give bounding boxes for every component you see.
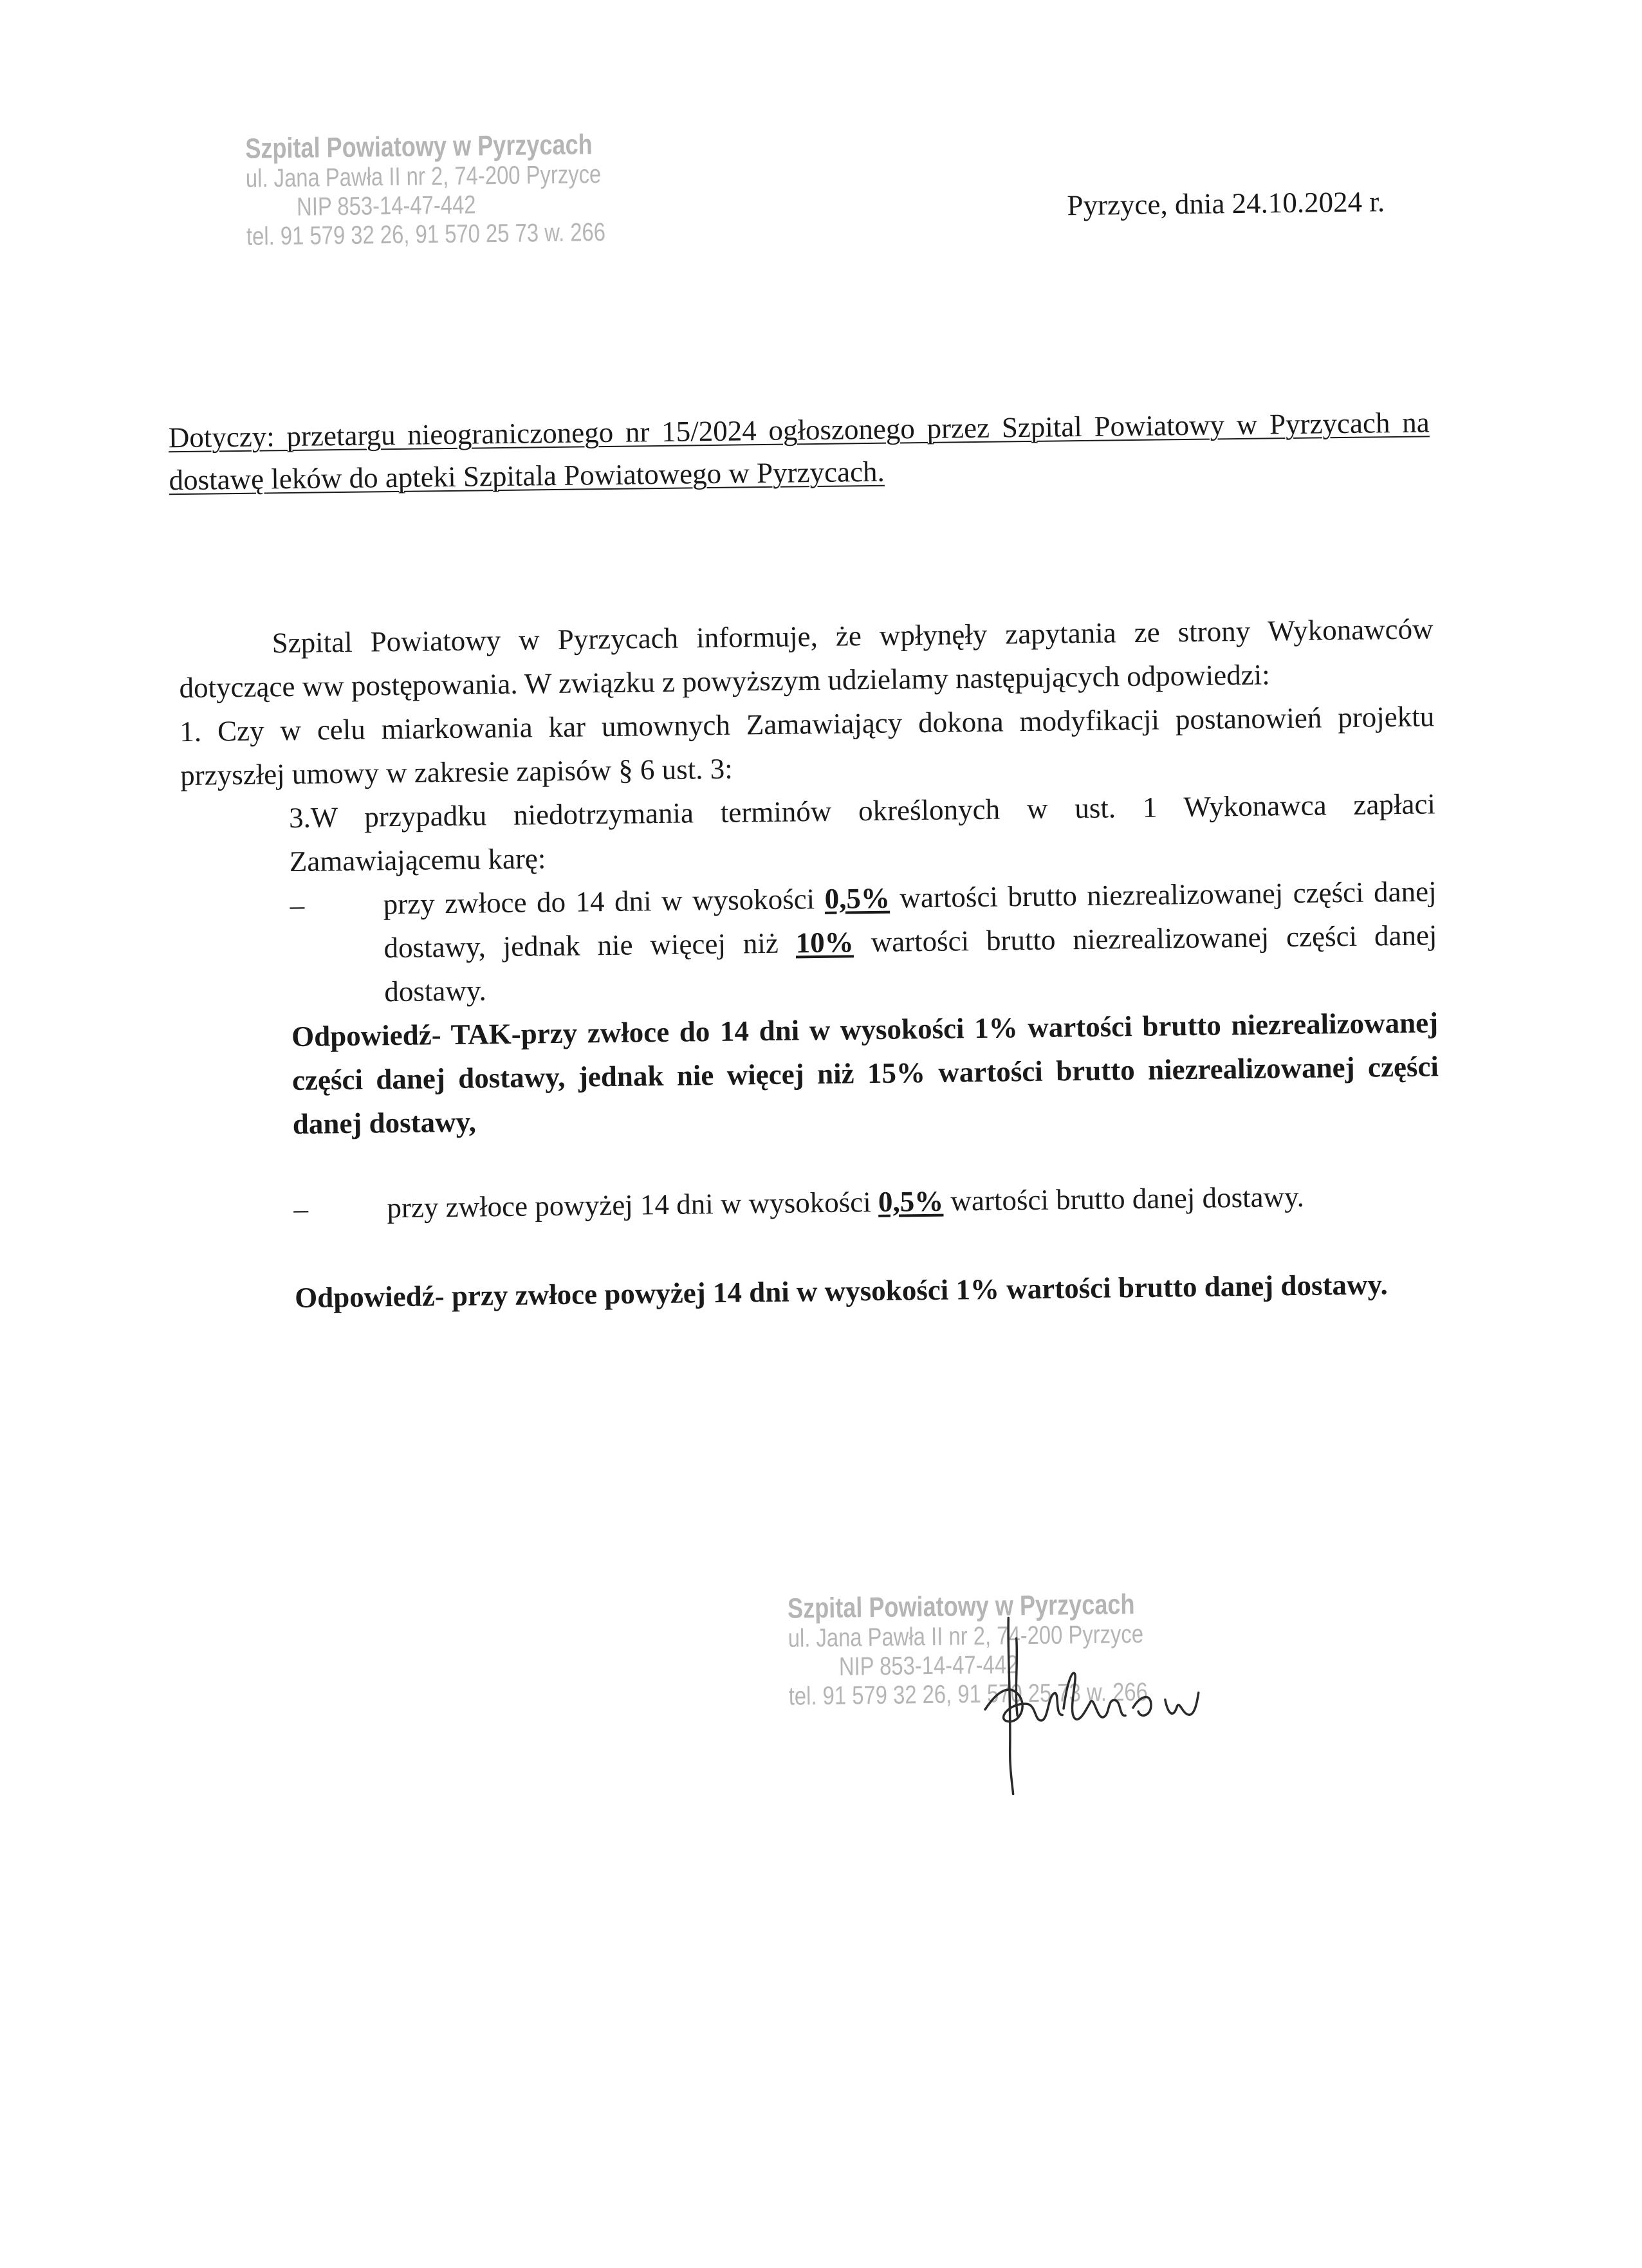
- stamp-phone: tel. 91 579 32 26, 91 570 25 73 w. 266: [246, 217, 606, 251]
- document-subject: Dotyczy: przetargu nieograniczonego nr 15/2024 ogłoszonego przez Szpital Powiatowy w Pyrzycach na dostawę leków do apteki Szpitala Powiatowego w Pyrzycach.: [168, 406, 1430, 497]
- item-1-part2: wartości brutto niezrealizowanej części danej dostawy, jednak nie więcej niż: [383, 875, 1437, 964]
- stamp-address: ul. Jana Pawła II nr 2, 74-200 Pyrzyce: [788, 1620, 1144, 1653]
- item-2-percent: 0,5%: [878, 1185, 944, 1218]
- hospital-stamp-top: [245, 129, 605, 251]
- item-1-text: [383, 869, 1437, 1013]
- intro-paragraph: Szpital Powiatowy w Pyrzycach informuje, że wpłynęły zapytania ze strony Wykonawców dotyczące ww postępowania. W związku z powyższym udzielamy następujących odpowiedzi:: [179, 613, 1434, 705]
- dash-bullet: –: [293, 1192, 309, 1226]
- list-item: [181, 869, 1437, 1016]
- document-body: [178, 607, 1441, 1321]
- clause-3: 3.W przypadku niedotrzymania terminów określonych w ust. 1 Wykonawca zapłaci Zamawiającemu karę:: [288, 788, 1436, 878]
- item-2-part2: wartości brutto danej dostawy.: [943, 1180, 1305, 1217]
- answer-2: Odpowiedź- przy zwłoce powyżej 14 dni w wysokości 1% wartości brutto danej dostawy.: [294, 1268, 1388, 1314]
- document-date: Pyrzyce, dnia 24.10.2024 r.: [1067, 185, 1385, 222]
- stamp-phone: tel. 91 579 32 26, 91 570 25 73 w. 266: [788, 1677, 1148, 1711]
- item-1-percent-b: 10%: [795, 926, 854, 959]
- dash-bullet: –: [290, 889, 305, 922]
- question-1: 1. Czy w celu miarkowania kar umownych Zamawiający dokona modyfikacji postanowień projektu przyszłej umowy w zakresie zapisów § 6 ust. 3:: [180, 700, 1435, 792]
- item-1-part3: wartości brutto niezrealizowanej części danej dostawy.: [384, 919, 1437, 1008]
- item-2-part1: przy zwłoce powyżej 14 dni w wysokości: [387, 1185, 879, 1224]
- stamp-nip: NIP 853-14-47-442: [296, 190, 476, 221]
- stamp-nip: NIP 853-14-47-442: [838, 1650, 1019, 1681]
- handwritten-signature: [971, 1610, 1218, 1807]
- stamp-name: Szpital Powiatowy w Pyrzycach: [787, 1589, 1135, 1625]
- item-1-part1: przy zwłoce do 14 dni w wysokości: [383, 882, 825, 921]
- item-1-percent-a: 0,5%: [824, 881, 890, 915]
- stamp-address: ul. Jana Pawła II nr 2, 74-200 Pyrzyce: [245, 160, 602, 194]
- stamp-name: Szpital Powiatowy w Pyrzycach: [245, 129, 593, 165]
- answer-1: Odpowiedź- TAK-przy zwłoce do 14 dni w wysokości 1% wartości brutto niezrealizowanej części danej dostawy, jednak nie więcej niż 15% wartości brutto niezrealizowanej części danej dostawy,: [291, 1006, 1439, 1141]
